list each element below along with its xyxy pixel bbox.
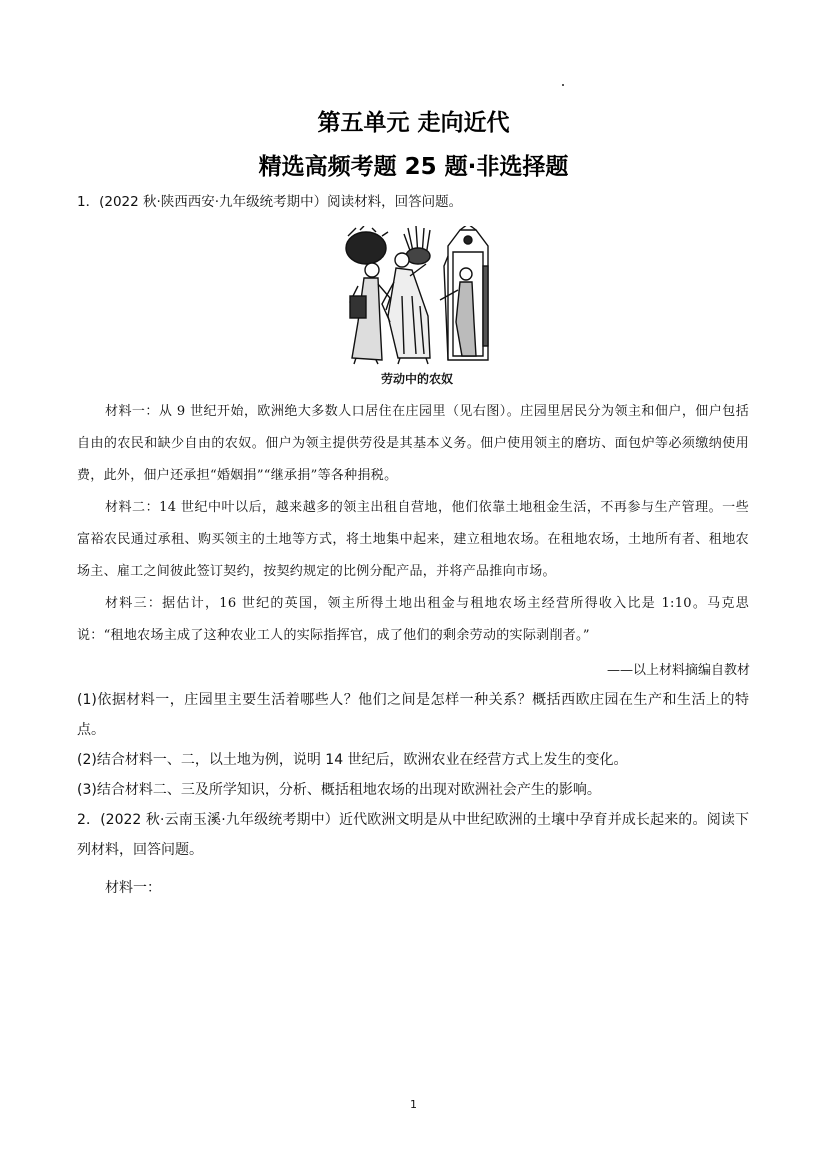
question-1-subquestions: [77, 685, 749, 903]
serf-illustration: [342, 226, 492, 388]
material-3-text: 材料三：据估计，16 世纪的英国，领主所得土地出租金与租地农场主经营所得收入比是 1:10。马克思说：“租地农场主成了这种农业工人的实际指挥官，成了他们的剩余劳动的实际剥削者。”: [77, 596, 749, 643]
question-2-material-1-label: 材料一：: [105, 880, 161, 896]
unit-title: 第五单元 走向近代: [317, 110, 510, 136]
question-2-stem: 2．(2022 秋·云南玉溪·九年级统考期中）近代欧洲文明是从中世纪欧洲的土壤中孕育并成长起来的。阅读下列材料，回答问题。: [77, 812, 749, 858]
question-1-materials: [77, 396, 749, 652]
page-number: 1: [410, 1098, 417, 1111]
figure-caption: 劳动中的农奴: [380, 372, 453, 386]
material-source-note: ——以上材料摘编自教材: [606, 663, 750, 678]
material-2-text: 材料二：14 世纪中叶以后，越来越多的领主出租自营地，他们依靠土地租金生活，不再参与生产管理。一些富裕农民通过承租、购买领主的土地等方式，将土地集中起来，建立租地农场。在租地农场，土地所有者、租地农场主、雇工之间彼此签订契约，按契约规定的比例分配产品，并将产品推向市场。: [77, 500, 749, 579]
serfs-at-work-engraving: [342, 226, 492, 366]
subquestion-2: (2)结合材料一、二，以土地为例，说明 14 世纪后，欧洲农业在经营方式上发生的变化。: [77, 752, 628, 768]
speck: [562, 84, 564, 86]
subquestion-1: (1)依据材料一，庄园里主要生活着哪些人？他们之间是怎样一种关系？概括西欧庄园在生产和生活上的特点。: [77, 692, 749, 738]
page-subtitle: 精选高频考题 25 题·非选择题: [258, 154, 569, 180]
question-1-stem: 1．(2022 秋·陕西西安·九年级统考期中）阅读材料，回答问题。: [77, 194, 463, 210]
subquestion-3: (3)结合材料二、三及所学知识，分析、概括租地农场的出现对欧洲社会产生的影响。: [77, 782, 601, 798]
material-1-text: 材料一：从 9 世纪开始，欧洲绝大多数人口居住在庄园里（见右图）。庄园里居民分为领主和佃户，佃户包括自由的农民和缺少自由的农奴。佃户为领主提供劳役是其基本义务。佃户使用领主的磨坊、面包炉等必须缴纳使用费，此外，佃户还承担“婚姻捐”“继承捐”等各种捐税。: [77, 404, 749, 483]
